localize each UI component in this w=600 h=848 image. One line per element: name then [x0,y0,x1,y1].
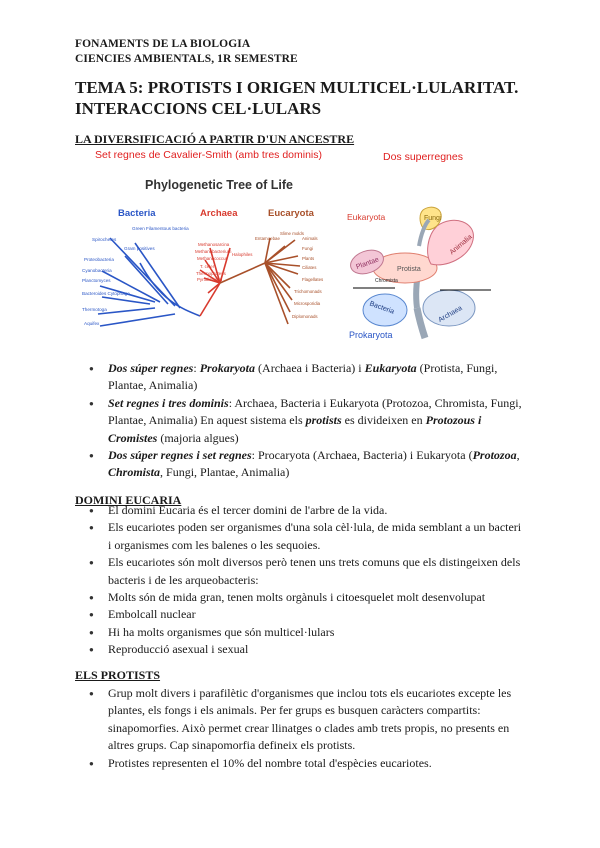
eukarya-branches [220,238,300,324]
label-entamoebae: Entamoebae [255,236,280,241]
page-subtitle: INTERACCIONS CEL·LULARS [75,99,322,118]
list-item-segment: : Procaryota (Archaea, Bacteria) i Eukaryota ( [251,448,473,463]
cartoon-label-prokaryota: Prokaryota [349,330,393,340]
list-item: ● Grup molt divers i parafilètic d'organismes que inclou tots els eucariotes excepte les plantes, els fongs i els animals. Per fer grups es busquen caràcters compartits: sinapomorfies. Això permet crear llinatges o clades amb trets propis, no presents en altres grups. Cap sinapomorfia defineix els protists. [75,685,525,755]
list-item-segment: (Archaea i Bacteria) i [255,361,365,375]
label-methanobacterium: Methanobacterium [195,249,232,254]
list-item-segment: (Protista, Fungi, Plantae, Animalia) [108,361,498,393]
list-item: ● Protistes representen el 10% del nombre total d'espècies eucariotes. [75,755,525,772]
list-item-segment: Set regnes i tres dominis [108,395,229,410]
list-item: ● Molts són de mida gran, tenen molts orgànuls i citoesquelet molt desenvolupat [75,589,525,606]
cartoon-label-chromista: Chromista [375,278,398,284]
label-planctomyces: Planctomyces [82,278,111,283]
label-bacteroides: Bacteroides Cytophaga [82,291,130,296]
list-item-segment: Protozoa [472,448,517,463]
label-plants: Plants [302,256,315,261]
bacteria-labels [82,226,189,326]
page-title: TEMA 5: PROTISTS I ORIGEN MULTICEL·LULARITAT. [75,78,519,97]
label-animals: Animals [302,236,318,241]
protists-list [75,685,525,772]
cartoon-caption: Dos superregnes [383,151,463,163]
tree-title: Phylogenetic Tree of Life [145,178,293,192]
label-proteobacteria: Proteobacteria [84,257,114,262]
bacteria-branches [98,238,200,326]
list-item: ● Embolcall nuclear [75,606,525,623]
tree-caption: Set regnes de Cavalier-Smith (amb tres dominis) [95,149,323,161]
label-fungi: Fungi [302,246,313,251]
label-gram-positives: Gram positives [124,246,155,251]
label-ciliates: Ciliates [302,265,317,270]
label-diplomonads: Diplomonads [292,314,318,319]
cartoon-label-bacteria: Bacteria [368,300,396,316]
list-item-segment: (majoria algues) [157,430,239,445]
list-item-segment: : Archaea, Bacteria i Eukaryota (Protozoa, Chromista, Fungi, Plantae, Animalia) En aquest sistema els [108,395,522,428]
label-halophiles: Halophiles [232,252,253,257]
list-item-segment: , Fungi, Plantae, Animalia) [160,465,290,480]
archaea-labels [195,242,253,282]
label-trichomonads: Trichomonads [294,289,322,294]
domain-label-eucaryota: Eucaryota [268,208,314,219]
list-item-segment: : [193,361,200,375]
list-item: ● Els eucariotes poden ser organismes d'una sola cèl·lula, de mida semblant a un bacteri i organismes com les balenes o les sequoies. [75,519,525,554]
label-aquifex: Aquifex [84,321,100,326]
list-item: ● El domini Eucaria és el tercer domini de l'arbre de la vida. [75,502,525,519]
superkingdoms-figure [345,198,497,346]
cartoon-label-animalia: Animalia [448,233,474,257]
label-spirochetes: Spirochetes [92,237,117,242]
section-heading-protists: ELS PROTISTS [75,668,161,682]
cartoon-label-eukaryota: Eukaryota [347,212,386,222]
label-thermotoga: Thermotoga [82,307,107,312]
label-thermoproteus: Thermoproteus [196,271,226,276]
label-t-celer: T. celer [200,264,215,269]
list-item-segment: , [516,448,520,463]
section-heading-eucaria: DOMINI EUCARIA [75,493,182,507]
label-pyrodicticum: Pyrodicticum [197,277,223,282]
list-item: ● Reproducció asexual i sexual [75,641,525,658]
list-item [75,360,525,395]
label-microsporidia: Microsporidia [294,301,321,306]
label-cyanobacteria: Cyanobacteria [82,268,112,273]
section-heading-diversification: LA DIVERSIFICACIÓ A PARTIR D'UN ANCESTRE [75,132,355,146]
cartoon-label-archaea: Archaea [437,304,464,324]
list-item-segment: Chromista [108,465,161,480]
list-item-segment: Dos súper regnes i set regnes [108,448,252,463]
list-item-segment: Eukaryota [364,361,417,375]
list-item: ● Els eucariotes són molt diversos però tenen uns trets comuns que els distingeixen dels bacteris i de les arqueobacteris: [75,554,525,589]
list-item-segment: Prokaryota [199,361,256,375]
list-item-segment: Dos súper regnes [108,361,194,375]
list-item-segment: protists [305,413,342,428]
label-flagellates: Flagellates [302,277,324,282]
label-green-filamentous: Green Filamentous bacteria [132,226,189,231]
cartoon-label-protista: Protista [397,266,421,273]
cartoon-label-plantae: Plantae [355,256,380,272]
superkingdom-list [75,360,525,482]
domain-label-bacteria: Bacteria [118,208,156,219]
list-item-segment: Protozous i Cromistes [108,413,482,445]
course-name: FONAMENTS DE LA BIOLOGIA [75,38,251,50]
list-item-segment: es divideixen en [341,413,426,428]
list-item: ● Hi ha molts organismes que són multicel·lulars [75,624,525,641]
phylogenetic-tree-figure [80,168,352,348]
label-methanosarcina: Methanosarcina [198,242,230,247]
domain-label-archaea: Archaea [200,208,238,219]
label-slime-molds: Slime molds [280,231,304,236]
cartoon-label-fungi: Fungi [424,215,442,222]
list-item [75,395,525,447]
eucaria-list [75,502,525,659]
label-methanococcus: Methanococcus [197,256,228,261]
course-info: CIENCIES AMBIENTALS, 1R SEMESTRE [75,53,298,65]
list-item [75,447,525,482]
